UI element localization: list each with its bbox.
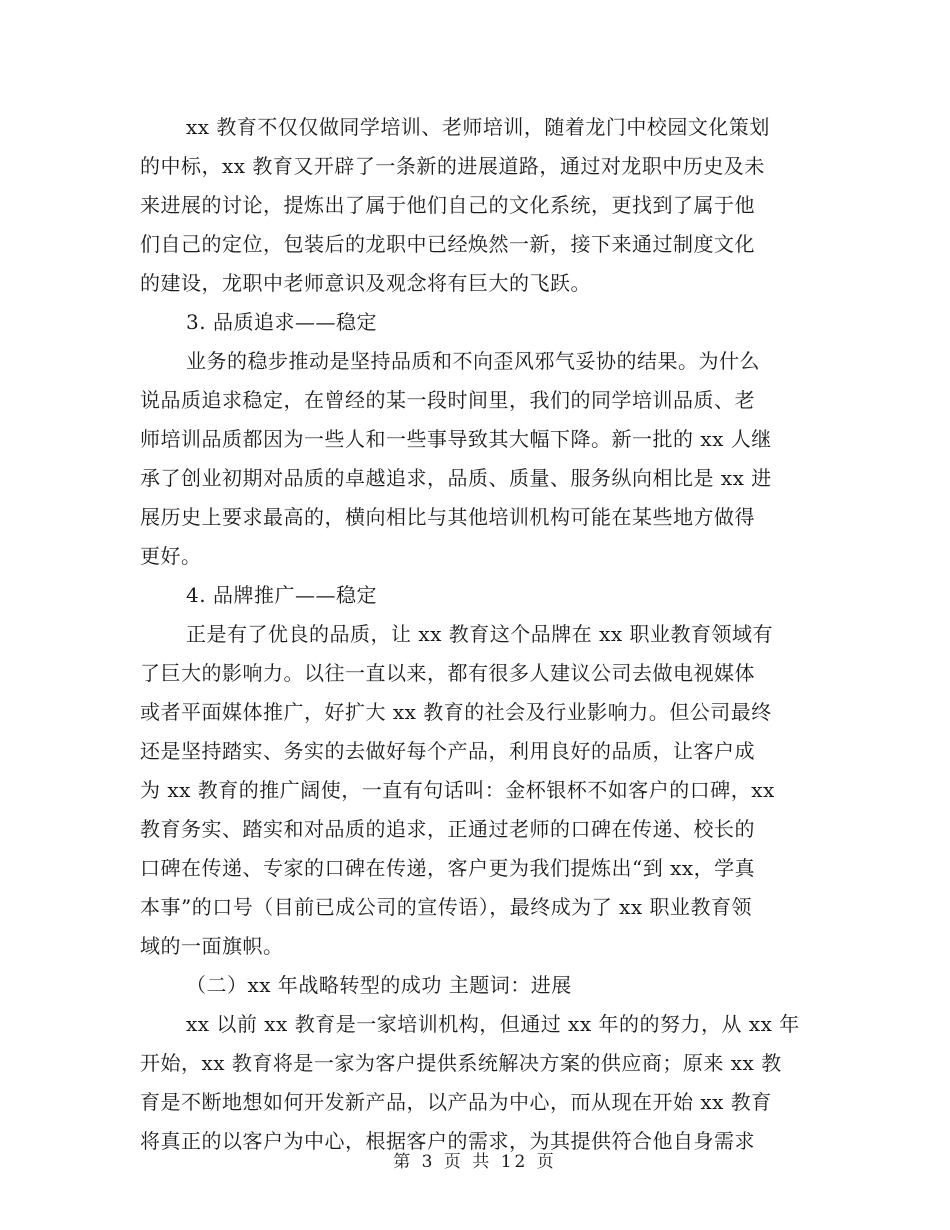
text-line: 正是有了优良的品质，让 xx 教育这个品牌在 xx 职业教育领域有 [186, 622, 774, 646]
text-line: 说品质追求稳定，在曾经的某一段时间里，我们的同学培训品质、老 [140, 388, 755, 412]
document-body [140, 108, 812, 1161]
text-line: 的建设，龙职中老师意识及观念将有巨大的飞跃。 [140, 271, 591, 295]
text-line: 了巨大的影响力。以往一直以来，都有很多人建议公司去做电视媒体 [140, 661, 755, 685]
section-heading: 3. 品质追求——稳定 [186, 310, 377, 334]
heading-brand-promotion [140, 576, 812, 615]
text-line: 域的一面旗帜。 [140, 934, 284, 958]
text-line: 来进展的讨论，提炼出了属于他们自己的文化系统，更找到了属于他 [140, 193, 755, 217]
text-line: 业务的稳步推动是坚持品质和不向歪风邪气妥协的结果。为什么 [186, 349, 760, 373]
text-line: 开始，xx 教育将是一家为客户提供系统解决方案的供应商；原来 xx 教 [140, 1051, 782, 1075]
text-line: xx 以前 xx 教育是一家培训机构，但通过 xx 年的的努力，从 xx 年 [186, 1012, 800, 1036]
section-heading: 4. 品牌推广——稳定 [186, 583, 377, 607]
para-xx-education-development [140, 108, 812, 303]
text-line: 将真正的以客户为中心，根据客户的需求，为其提供符合他自身需求 [140, 1129, 755, 1153]
para-strategic-transformation [140, 1005, 812, 1161]
text-line: 更好。 [140, 544, 202, 568]
text-line: 为 xx 教育的推广阔使，一直有句话叫：金杯银杯不如客户的口碑，xx [140, 778, 775, 802]
text-line: 教育务实、踏实和对品质的追求，正通过老师的口碑在传递、校长的 [140, 817, 755, 841]
section-heading: （二）xx 年战略转型的成功 主题词：进展 [186, 973, 572, 997]
text-line: 承了创业初期对品质的卓越追求，品质、质量、服务纵向相比是 xx 进 [140, 466, 772, 490]
text-line: 或者平面媒体推广，好扩大 xx 教育的社会及行业影响力。但公司最终 [140, 700, 772, 724]
text-line: 育是不断地想如何开发新产品，以产品为中心，而从现在开始 xx 教育 [140, 1090, 772, 1114]
page-number-footer: 第 3 页 共 12 页 [393, 1152, 557, 1172]
text-line: 还是坚持踏实、务实的去做好每个产品，利用良好的品质，让客户成 [140, 739, 755, 763]
heading-strategic-transformation [140, 966, 812, 1005]
text-line: xx 教育不仅仅做同学培训、老师培训，随着龙门中校园文化策划 [186, 115, 770, 139]
text-line: 的中标，xx 教育又开辟了一条新的进展道路，通过对龙职中历史及未 [140, 154, 765, 178]
para-brand-promotion [140, 615, 812, 966]
text-line: 口碑在传递、专家的口碑在传递，客户更为我们提炼出“到 xx，学真 [140, 856, 756, 880]
para-quality-pursuit [140, 342, 812, 576]
text-line: 展历史上要求最高的，横向相比与其他培训机构可能在某些地方做得 [140, 505, 755, 529]
text-line: 本事”的口号（目前已成公司的宣传语），最终成为了 xx 职业教育领 [140, 895, 752, 919]
text-line: 们自己的定位，包装后的龙职中已经焕然一新，接下来通过制度文化 [140, 232, 755, 256]
heading-quality-pursuit [140, 303, 812, 342]
text-line: 师培训品质都因为一些人和一些事导致其大幅下降。新一批的 xx 人继 [140, 427, 772, 451]
